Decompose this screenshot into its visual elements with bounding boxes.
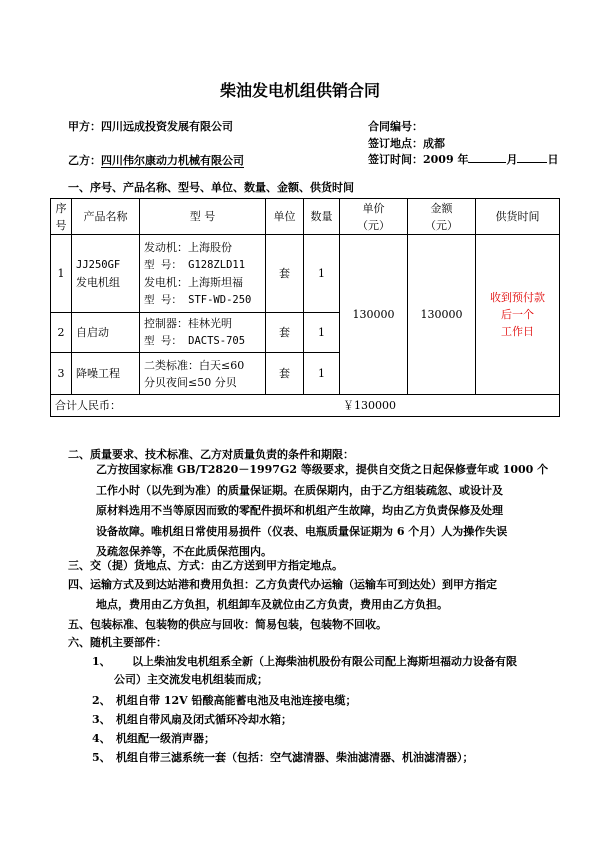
day-unit: 日 bbox=[547, 153, 559, 166]
row-unit: 套 bbox=[266, 353, 304, 395]
sign-time-label: 签订时间： bbox=[368, 153, 423, 166]
list-item-no: 2、 bbox=[92, 694, 111, 707]
list-item-no: 3、 bbox=[92, 713, 111, 726]
row-name: JJ250GF 发电机组 bbox=[72, 235, 140, 313]
header-delivery: 供货时间 bbox=[476, 199, 560, 235]
header-qty: 数量 bbox=[304, 199, 340, 235]
price-cell: 130000 bbox=[340, 235, 408, 395]
row-qty: 1 bbox=[304, 313, 340, 353]
total-row bbox=[51, 395, 560, 417]
list-item-no: 4、 bbox=[92, 732, 111, 745]
list-item-no: 1、 bbox=[92, 655, 111, 668]
row-no: 1 bbox=[51, 235, 72, 313]
header-unit: 单位 bbox=[266, 199, 304, 235]
list-item: 机组自带风扇及闭式循环冷却水箱； bbox=[116, 713, 292, 726]
section-3: 三、交（提）货地点、方式：由乙方送到甲方指定地点。 bbox=[68, 559, 343, 572]
section-5: 五、包装标准、包装物的供应与回收：简易包装，包装物不回收。 bbox=[68, 618, 387, 631]
sign-year: 2009 年 bbox=[423, 153, 469, 166]
section-2-line: 乙方按国家标准 GB/T2820－1997G2 等级要求，提供自交货之日起保修壹年或 1000 个 bbox=[96, 463, 549, 476]
header-no: 序 号 bbox=[51, 199, 72, 235]
row-no: 2 bbox=[51, 313, 72, 353]
header-amount: 金额 （元） bbox=[408, 199, 476, 235]
section-1-heading: 一、序号、产品名称、型号、单位、数量、金额、供货时间 bbox=[68, 181, 354, 194]
table-header-row bbox=[51, 199, 560, 235]
sign-place-label: 签订地点： bbox=[368, 137, 423, 150]
section-4-line-1: 四、运输方式及到达站港和费用负担：乙方负责代办运输（运输车可到达处）到甲方指定 bbox=[68, 578, 497, 591]
contract-number: 合同编号： bbox=[368, 120, 423, 133]
section-2-heading: 二、质量要求、技术标准、乙方对质量负责的条件和期限： bbox=[68, 448, 354, 461]
party-a bbox=[68, 118, 233, 134]
header-price: 单价 （元） bbox=[340, 199, 408, 235]
section-2-line: 设备故障。唯机组日常使用易损件（仪表、电瓶质量保证期为 6 个月）人为操作失误 bbox=[96, 524, 508, 538]
list-item: 机组自带 12V 铅酸高能蓄电池及电池连接电缆； bbox=[116, 694, 357, 707]
row-model: 二类标准：白天≤60 分贝夜间≤50 分贝 bbox=[140, 353, 266, 395]
contract-title: 柴油发电机组供销合同 bbox=[219, 81, 380, 100]
section-2-line: 工作小时（以先到为准）的质量保证期。在质保期内，由于乙方组装疏忽、或设计及 bbox=[96, 483, 503, 497]
party-b-label: 乙方： bbox=[68, 154, 101, 167]
party-a-label: 甲方： bbox=[68, 120, 101, 133]
section-4-line-2: 地点，费用由乙方负担，机组卸车及就位由乙方负责，费用由乙方负担。 bbox=[96, 598, 448, 611]
row-name: 降噪工程 bbox=[72, 353, 140, 395]
list-item-cont: 公司）主交流发电机组装而成； bbox=[114, 673, 268, 686]
list-item-no: 5、 bbox=[92, 751, 111, 764]
table-row bbox=[51, 235, 560, 313]
row-model: 控制器：桂林光明 型 号： DACTS-705 bbox=[140, 313, 266, 353]
section-2-line: 及疏忽保养等，不在此质保范围内。 bbox=[96, 545, 272, 558]
sign-place-value: 成都 bbox=[423, 137, 445, 150]
section-2-line: 原材料选用不当等原因而致的零配件损坏和机组产生故障，均由乙方负责保修及处理 bbox=[96, 504, 503, 517]
amount-cell: 130000 bbox=[408, 235, 476, 395]
party-b bbox=[68, 152, 244, 168]
month-unit: 月 bbox=[506, 153, 518, 166]
section-6-heading: 六、随机主要部件： bbox=[68, 636, 167, 649]
month-blank bbox=[468, 151, 506, 163]
sign-place bbox=[368, 135, 445, 151]
product-table bbox=[50, 198, 560, 417]
list-item: 以上柴油发电机组系全新（上海柴油机股份有限公司配上海斯坦福动力设备有限 bbox=[132, 655, 517, 668]
day-blank bbox=[517, 151, 547, 163]
list-item: 机组配一级消声器； bbox=[116, 732, 215, 745]
row-name: 自启动 bbox=[72, 313, 140, 353]
party-a-name: 四川远成投资发展有限公司 bbox=[101, 120, 233, 133]
delivery-cell: 收到预付款 后一个 工作日 bbox=[476, 235, 560, 395]
total-label: 合计人民币： bbox=[55, 399, 121, 412]
row-unit: 套 bbox=[266, 313, 304, 353]
sign-time bbox=[368, 151, 558, 167]
party-b-name: 四川伟尔康动力机械有限公司 bbox=[101, 154, 244, 167]
header-model: 型 号 bbox=[140, 199, 266, 235]
list-item: 机组自带三滤系统一套（包括：空气滤清器、柴油滤清器、机油滤清器）； bbox=[116, 751, 474, 764]
row-qty: 1 bbox=[304, 353, 340, 395]
row-model: 发动机：上海股份 型 号： G128ZLD11 发电机：上海斯坦福 型 号： STF-WD-250 bbox=[140, 235, 266, 313]
total-value: ￥130000 bbox=[343, 399, 396, 412]
row-unit: 套 bbox=[266, 235, 304, 313]
row-no: 3 bbox=[51, 353, 72, 395]
section-2-body bbox=[96, 460, 556, 563]
total-cell bbox=[51, 395, 560, 417]
header-name: 产品名称 bbox=[72, 199, 140, 235]
row-qty: 1 bbox=[304, 235, 340, 313]
